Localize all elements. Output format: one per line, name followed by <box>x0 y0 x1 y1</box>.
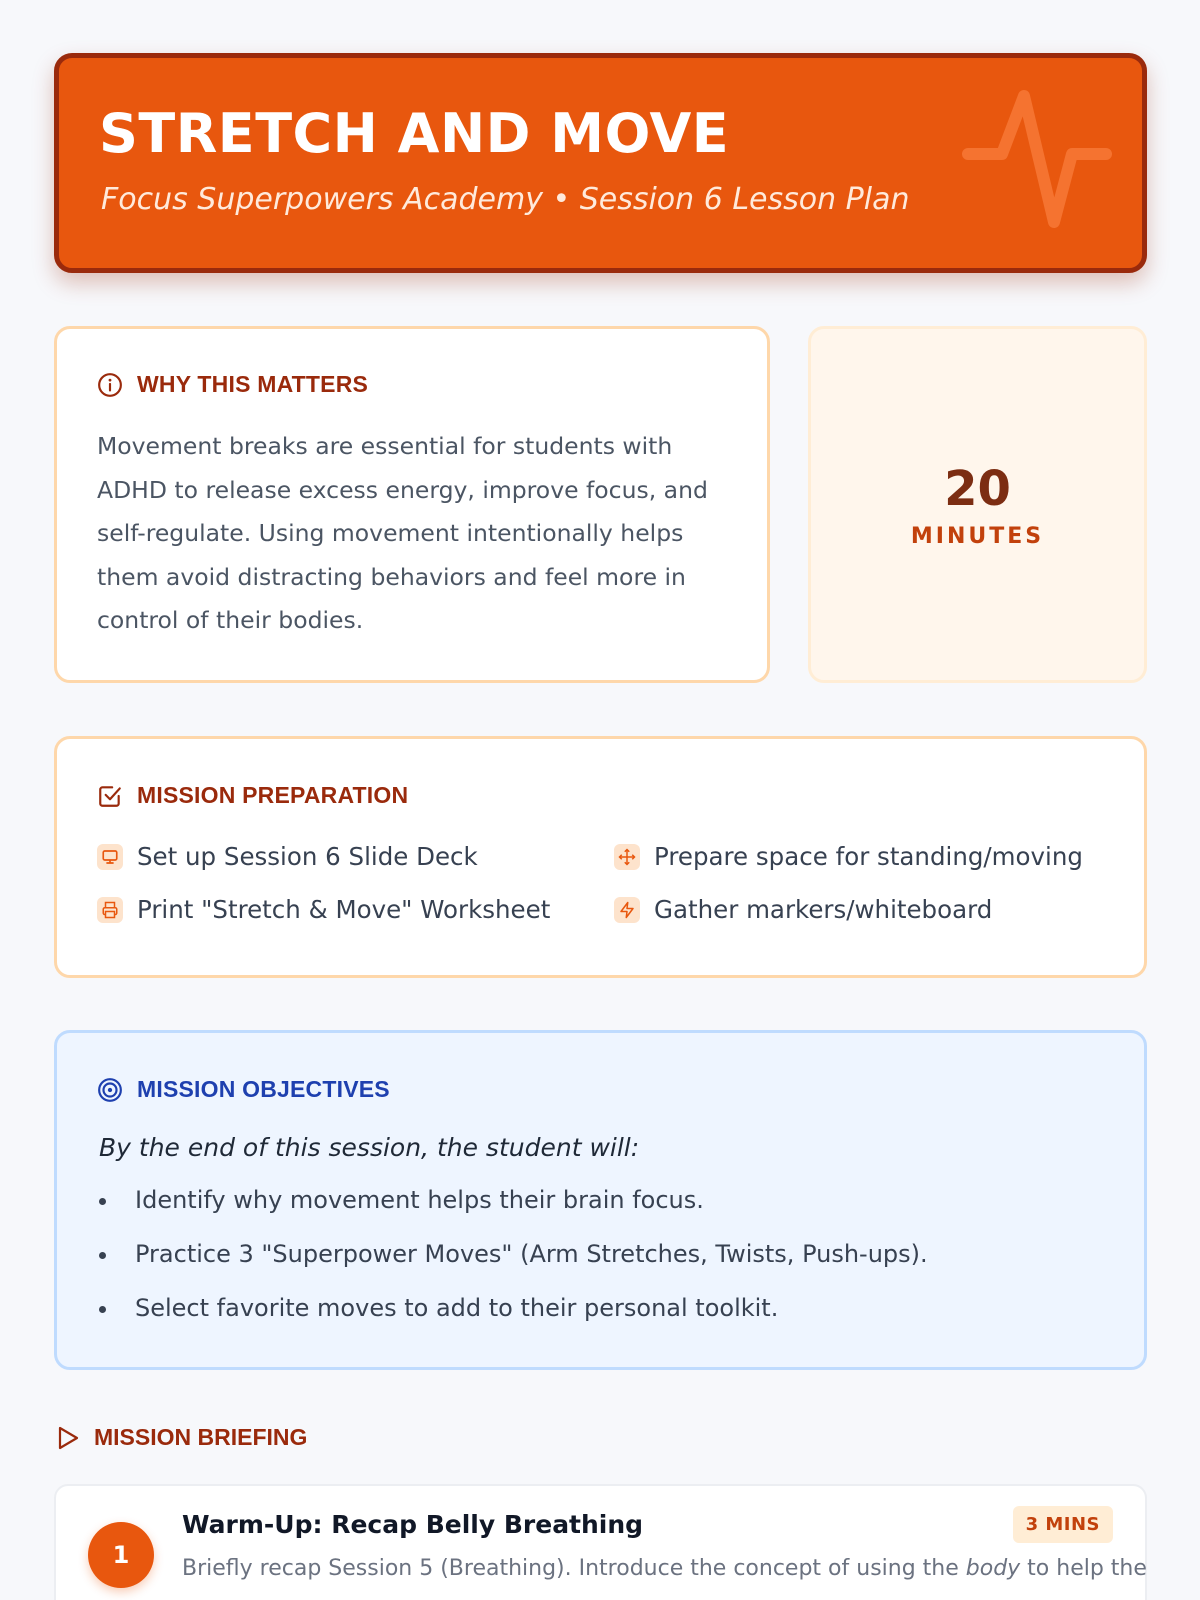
step-title: Warm-Up: Recap Belly Breathing <box>182 1510 644 1539</box>
activity-pulse-icon <box>962 84 1112 234</box>
prep-item-space <box>614 842 1083 871</box>
list-item: Practice 3 "Superpower Moves" (Arm Stretches, Twists, Push-ups). <box>99 1239 928 1293</box>
move-icon <box>614 844 640 870</box>
monitor-icon <box>97 844 123 870</box>
prep-item-label: Print "Stretch & Move" Worksheet <box>137 895 551 924</box>
step-text-part: Briefly recap Session 5 (Breathing). Introduce the concept of using the <box>182 1556 966 1581</box>
prep-item-slide-deck <box>97 842 478 871</box>
duration-unit: MINUTES <box>910 524 1045 549</box>
step-description <box>182 1556 1147 1581</box>
lesson-header <box>54 53 1147 273</box>
briefing-step <box>54 1484 1147 1600</box>
step-number: 1 <box>88 1522 154 1588</box>
why-heading <box>97 371 368 398</box>
list-item: Select favorite moves to add to their personal toolkit. <box>99 1293 928 1347</box>
duration-card <box>808 326 1147 683</box>
preparation-heading <box>97 782 408 809</box>
zap-icon <box>614 897 640 923</box>
checkbox-icon <box>97 783 123 809</box>
objectives-list <box>99 1185 928 1347</box>
duration-value: 20 <box>944 461 1011 517</box>
step-text-emphasis: body <box>965 1556 1021 1581</box>
briefing-heading-label: MISSION BRIEFING <box>94 1424 308 1450</box>
target-icon <box>97 1077 123 1103</box>
why-body-text: Movement breaks are essential for students with ADHD to release excess energy, improve focus, and self-regulate. Using movement intentionally helps them avoid distracting behaviors and feel more in control of their bodies. <box>97 432 708 634</box>
step-time-badge: 3 MINS <box>1013 1506 1113 1543</box>
prep-item-worksheet <box>97 895 550 924</box>
play-icon <box>56 1425 80 1451</box>
mission-objectives-card <box>54 1030 1147 1370</box>
preparation-heading-label: MISSION PREPARATION <box>137 782 409 808</box>
prep-item-label: Gather markers/whiteboard <box>654 895 993 924</box>
prep-item-label: Prepare space for standing/moving <box>654 842 1083 871</box>
page-title: STRETCH AND MOVE <box>99 102 730 165</box>
mission-preparation-card <box>54 736 1147 978</box>
briefing-heading <box>56 1424 307 1451</box>
objectives-heading-label: MISSION OBJECTIVES <box>137 1076 390 1102</box>
printer-icon <box>97 897 123 923</box>
prep-item-markers <box>614 895 992 924</box>
why-this-matters-card <box>54 326 770 683</box>
why-heading-label: WHY THIS MATTERS <box>137 371 369 397</box>
objectives-heading <box>97 1076 390 1103</box>
page-subtitle: Focus Superpowers Academy • Session 6 Lesson Plan <box>101 182 910 217</box>
list-item: Identify why movement helps their brain focus. <box>99 1185 928 1239</box>
prep-item-label: Set up Session 6 Slide Deck <box>137 842 478 871</box>
step-text-part: to help the <box>1020 1556 1147 1581</box>
info-icon <box>97 372 123 398</box>
objectives-intro: By the end of this session, the student will: <box>99 1133 640 1162</box>
